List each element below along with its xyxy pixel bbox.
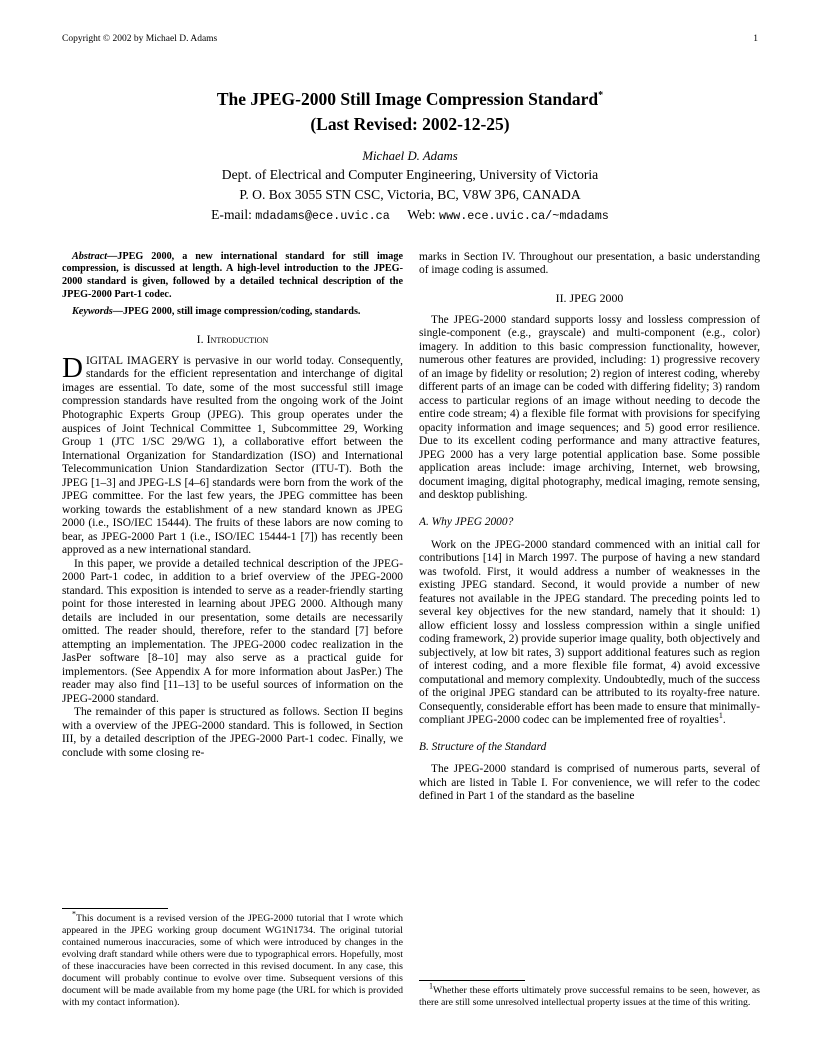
title-footnote-marker: * bbox=[598, 90, 604, 102]
abstract-text: JPEG 2000, a new international standard for still image compression, is discussed at length. A high-level introduction to the JPEG-2000 standard is given, followed by a detailed technical description of the JPEG-2000 Part-1 codec. bbox=[62, 250, 403, 300]
section-heading-jpeg2000: II. JPEG 2000 bbox=[555, 290, 624, 305]
author-affiliation-dept: Dept. of Electrical and Computer Engineering, University of Victoria bbox=[221, 166, 599, 182]
page-header bbox=[62, 34, 758, 45]
why-paragraph-1 bbox=[419, 539, 760, 728]
why-paragraph-1-text: Work on the JPEG-2000 standard commenced with an initial call for contributions [14] in March 1997. The purpose of having a new standard was twofold. First, it would address a number of weaknesses in the existing JPEG standard. Second, it would provide a number of new features not available in the JPEG standard. The preceding points led to several key objectives for the new standard, namely that it should: 1) allow efficient lossy and lossless compression within a single unified coding framework, 2) provide superior image quality, both objectively and subjectively, at low bit rates, 3) support additional features such as region of interest coding, and a more flexible file format, 4) avoid excessive computational and memory complexity. Undoubtedly, much of the success of the original JPEG standard can be attributed to its royalty-free nature. Consequently, considerable effort has been made to ensure that minimally-compliant JPEG-2000 codec can be implemented free of royalties bbox=[419, 538, 760, 727]
web-label: Web: bbox=[407, 206, 436, 222]
email-address: mdadams@ece.uvic.ca bbox=[255, 208, 390, 223]
left-column bbox=[62, 251, 403, 1009]
continuation-paragraph: marks in Section IV. Throughout our presentation, a basic understanding of image coding is assumed. bbox=[419, 250, 760, 277]
title-block bbox=[62, 87, 758, 222]
intro-paragraph-1-text: is pervasive in our world today. Consequently, standards for the efficient representation and interchange of digital images are essential. To date, some of the most successful still image compression standards have resulted from the ongoing work of the Joint Photographic Experts Group (JPEG). This group operates under the auspices of Joint Technical Committee 1, Subcommittee 29, Working Group 1 (JTC 1/SC 29/WG 1), a collaborative effort between the International Organization for Standardization (ISO) and International Telecommunication Union Standardization Sector (ITU-T). Both the JPEG [1–3] and JPEG-LS [4–6] standards were born from the work of the JPEG committee. For the last few years, the JPEG committee has been working towards the establishment of a new standard known as JPEG 2000 (i.e., ISO/IEC 15444). The fruits of these labors are now coming to bear, as JPEG-2000 Part 1 (i.e., ISO/IEC 15444-1 [7]) has recently been approved as a new international standard. bbox=[62, 354, 403, 557]
royalties-footnote-marker: 1 bbox=[429, 981, 433, 991]
structure-paragraph-1: The JPEG-2000 standard is comprised of numerous parts, several of which are listed in Table I. For convenience, we will refer to the codec defined in Part 1 of the standard as the baseline bbox=[419, 763, 760, 803]
keywords-text: JPEG 2000, still image compression/coding, standards. bbox=[122, 306, 361, 318]
royalties-footnote-text: Whether these efforts ultimately prove successful remains to be seen, however, as there are still some unresolved intellectual property issues at the time of this writing. bbox=[419, 984, 760, 1008]
intro-paragraph-1-lead: IGITAL IMAGERY bbox=[85, 354, 179, 367]
author-name: Michael D. Adams bbox=[362, 148, 458, 163]
intro-paragraph-2: In this paper, we provide a detailed technical description of the JPEG-2000 Part-1 codec, in addition to a brief overview of the JPEG-2000 standard. This exposition is intended to serve as a reader-friendly starting point for those interested in learning about JPEG 2000. Although many details are included in our presentation, some details are necessarily omitted. The reader should, therefore, refer to the standard [7] before attempting an implementation. The JPEG-2000 codec realization in the JasPer software [8–10] may also serve as a practical guide for implementors. (See Appendix A for more information about JasPer.) The reader may also find [11–13] to be useful sources of information on the JPEG-2000 standard. bbox=[62, 557, 403, 705]
left-footnote-block bbox=[62, 908, 403, 1009]
abstract bbox=[62, 251, 403, 302]
two-column-body bbox=[62, 251, 758, 1009]
jpeg2000-paragraph-1: The JPEG-2000 standard supports lossy and lossless compression of single-component (e.g., grayscale) and multi-component (e.g., color) imagery. In addition to this basic compression functionality, however, numerous other features are provided, including: 1) progressive recovery of an image by fidelity or resolution; 2) region of interest coding, whereby different parts of an image can be coded with differing fidelity; 3) random access to particular regions of an image without needing to decode the entire code stream; 4) a flexible file format with provisions for specifying opacity information and image sequences; and 5) good error resilience. Due to its excellent coding performance and many attractive features, JPEG 2000 has a very large potential application base. Some possible application areas include: image archiving, Internet, web browsing, document imaging, digital photography, medical imaging, remote sensing, and desktop publishing. bbox=[419, 313, 760, 502]
keywords bbox=[62, 306, 403, 319]
subsection-heading-why: A. Why JPEG 2000? bbox=[419, 515, 514, 528]
footnote-rule bbox=[419, 980, 525, 981]
copyright-notice: Copyright © 2002 by Michael D. Adams bbox=[62, 34, 218, 44]
web-address: www.ece.uvic.ca/~mdadams bbox=[438, 208, 609, 223]
intro-paragraph-3: The remainder of this paper is structured as follows. Section II begins with a overview of the JPEG-2000 standard. This is followed, in Section III, by a detailed description of the JPEG-2000 Part-1 codec. Finally, we conclude with some closing re- bbox=[62, 706, 403, 759]
title-footnote-text: This document is a revised version of the JPEG-2000 tutorial that I wrote which appeared in the JPEG working group document WG1N1734. The original tutorial contained numerous inaccuracies, some of which were introduced by changes in the evolving draft standard while others were due to typographical errors. Hopefully, most of these inaccuracies have been corrected in this revised document. In any case, this document will probably continue to evolve over time. Subsequent versions of this document will be made available from my home page (the URL for which is provided with my contact information). bbox=[62, 913, 403, 1008]
author-contact-line bbox=[62, 207, 758, 223]
keywords-label: Keywords— bbox=[72, 306, 123, 318]
intro-paragraph-1 bbox=[62, 351, 403, 558]
paper-title-line2: (Last Revised: 2002-12-25) bbox=[310, 113, 510, 134]
title-footnote bbox=[62, 909, 403, 1009]
right-footnote-block bbox=[419, 980, 760, 1009]
drop-cap: D bbox=[62, 351, 83, 384]
royalties-footnote bbox=[419, 981, 760, 1009]
section-heading-introduction: I. Introduction bbox=[196, 331, 269, 346]
page-number: 1 bbox=[753, 34, 758, 44]
right-column bbox=[419, 251, 760, 1009]
why-paragraph-1-end: . bbox=[722, 714, 726, 727]
title-footnote-ref: * bbox=[72, 909, 76, 919]
paper-title bbox=[62, 87, 758, 135]
email-label: E-mail: bbox=[211, 206, 252, 222]
abstract-label: Abstract— bbox=[72, 250, 118, 262]
author-affiliation-address: P. O. Box 3055 STN CSC, Victoria, BC, V8W 3P6, CANADA bbox=[239, 186, 581, 202]
paper-title-line1: The JPEG-2000 Still Image Compression Standard bbox=[216, 89, 599, 110]
subsection-heading-structure: B. Structure of the Standard bbox=[419, 740, 547, 753]
royalties-footnote-ref: 1 bbox=[718, 711, 723, 721]
footnote-rule bbox=[62, 908, 168, 909]
